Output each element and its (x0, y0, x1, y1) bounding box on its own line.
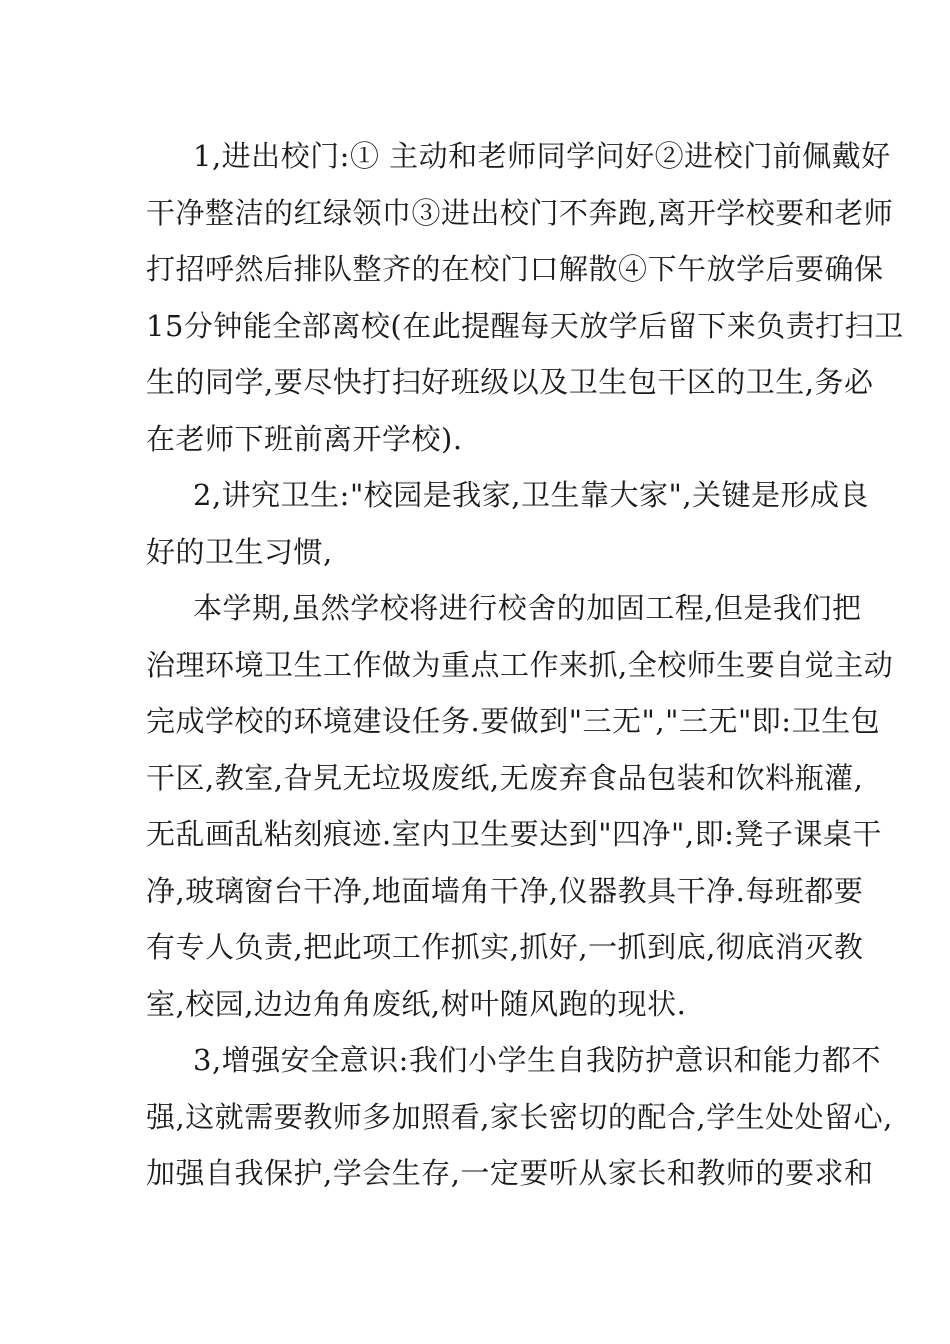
text-line: 生的同学,要尽快打扫好班级以及卫生包干区的卫生,务必 (146, 365, 874, 399)
text-line: 加强自我保护,学会生存,一定要听从家长和教师的要求和 (146, 1156, 874, 1190)
text-line: 干净整洁的红绿领巾③进出校门不奔跑,离开学校要和老师 (146, 195, 894, 230)
text-line: 治理环境卫生工作做为重点工作来抓,全校师生要自觉主动 (146, 647, 894, 682)
text-line: 本学期,虽然学校将进行校舍的加固工程,但是我们把 (193, 591, 862, 625)
text-line: 3,增强安全意识:我们小学生自我防护意识和能力都不 (193, 1043, 881, 1077)
text-line: 15分钟能全部离校(在此提醒每天放学后留下来负责打扫卫 (146, 308, 904, 343)
text-line: 1,进出校门:① 主动和老师同学问好②进校门前佩戴好 (193, 139, 891, 173)
text-line: 干区,教室,旮旯无垃圾废纸,无废弃食品包装和饮料瓶灌, (146, 760, 864, 795)
text-line: 好的卫生习惯, (146, 534, 333, 569)
text-line: 净,玻璃窗台干净,地面墙角干净,仪器教具干净.每班都要 (146, 873, 864, 908)
text-line: 完成学校的环境建设任务.要做到"三无","三无"即:卫生包 (146, 704, 881, 738)
text-line: 有专人负责,把此项工作抓实,抓好,一抓到底,彻底消灭教 (146, 930, 864, 964)
text-line: 强,这就需要教师多加照看,家长密切的配合,学生处处留心, (146, 1099, 893, 1134)
document-body (146, 128, 904, 1202)
text-line: 2,讲究卫生:"校园是我家,卫生靠大家",关键是形成良 (193, 478, 870, 512)
text-line: 在老师下班前离开学校). (146, 421, 463, 456)
text-line: 打招呼然后排队整齐的在校门口解散④下午放学后要确保 (146, 252, 884, 286)
text-line: 室,校园,边边角角废纸,树叶随风跑的现状. (146, 986, 687, 1021)
text-line: 无乱画乱粘刻痕迹.室内卫生要达到"四净",即:凳子课桌干 (146, 817, 882, 851)
